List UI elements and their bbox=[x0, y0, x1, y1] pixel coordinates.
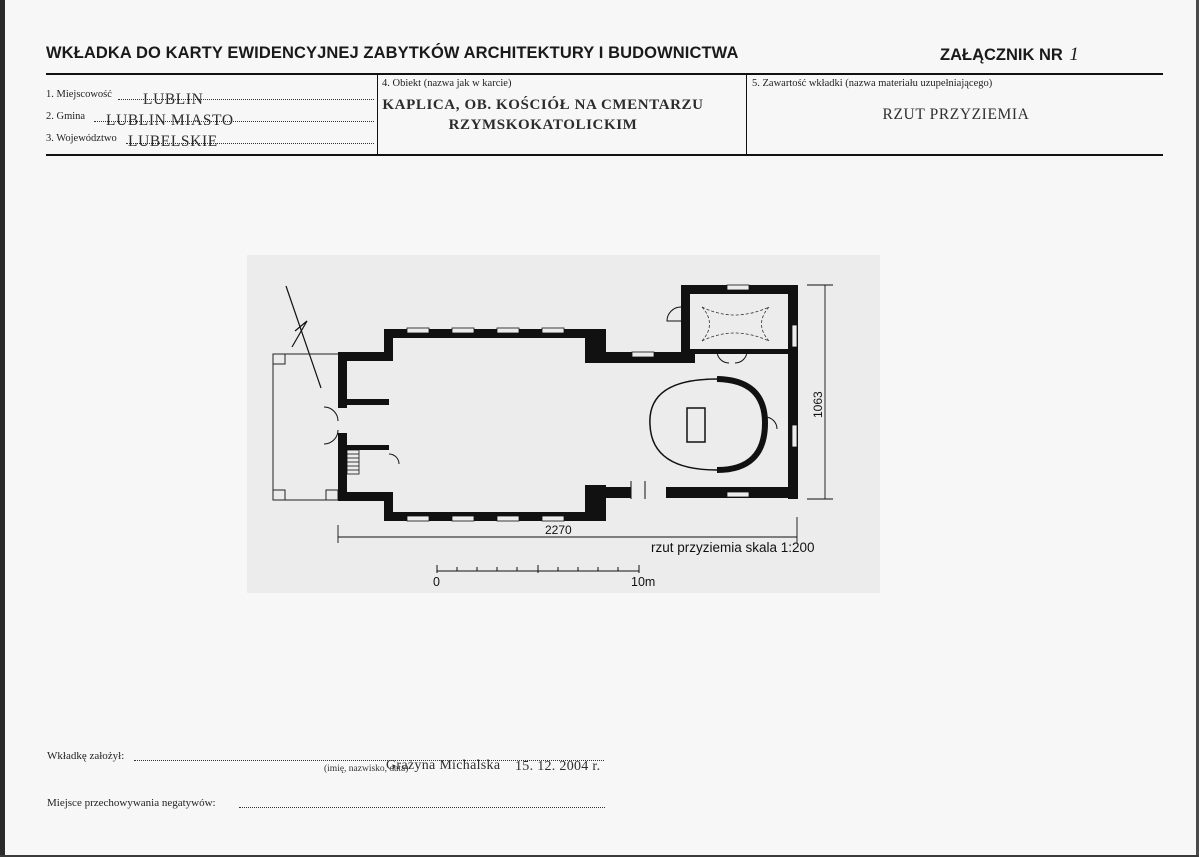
voivodeship-value: LUBELSKIE bbox=[128, 133, 218, 150]
form-title: WKŁADKA DO KARTY EWIDENCYJNEJ ZABYTKÓW ARCHITEKTURY I BUDOWNICTWA bbox=[46, 44, 739, 62]
contents-label: 5. Zawartość wkładki (nazwa materiału uzupełniającego) bbox=[752, 78, 993, 89]
scale-bar bbox=[437, 565, 639, 573]
scan-edge-left bbox=[0, 0, 5, 857]
plan-caption: rzut przyziemia skala 1:200 bbox=[651, 540, 815, 555]
north-arrow bbox=[286, 286, 321, 388]
staircase bbox=[347, 450, 359, 474]
tower-vault bbox=[702, 307, 769, 341]
attachment-label-text: ZAŁĄCZNIK NR bbox=[940, 46, 1063, 64]
author-name: Grażyna Michalska bbox=[386, 758, 501, 773]
attachment-number: 1 bbox=[1069, 44, 1079, 65]
floor-plan-drawing bbox=[247, 255, 880, 593]
town-label: 1. Miejscowość bbox=[46, 89, 112, 100]
commune-value: LUBLIN MIASTO bbox=[106, 112, 234, 129]
created-by-label: Wkładkę założył: bbox=[47, 750, 125, 762]
rule-divider-1 bbox=[377, 75, 378, 154]
negatives-dotline bbox=[239, 807, 605, 808]
apse-room bbox=[650, 379, 765, 470]
walls bbox=[338, 285, 798, 521]
town-value: LUBLIN bbox=[143, 91, 204, 108]
object-name-line1: KAPLICA, OB. KOŚCIÓŁ NA CMENTARZU bbox=[382, 97, 704, 113]
commune-label: 2. Gmina bbox=[46, 111, 86, 122]
attachment-label bbox=[940, 44, 1079, 66]
object-label: 4. Obiekt (nazwa jak w karcie) bbox=[382, 78, 512, 89]
porch-outline bbox=[273, 354, 338, 500]
created-date: 15. 12. 2004 r. bbox=[515, 759, 601, 774]
voivodeship-label: 3. Województwo bbox=[46, 133, 117, 144]
rule-divider-2 bbox=[746, 75, 747, 154]
dimension-depth: 1063 bbox=[811, 391, 825, 418]
dimension-width: 2270 bbox=[545, 523, 572, 537]
contents-value: RZUT PRZYZIEMIA bbox=[882, 106, 1030, 123]
rule-bottom bbox=[46, 154, 1163, 156]
scale-start: 0 bbox=[433, 575, 440, 589]
negatives-label: Miejsce przechowywania negatywów: bbox=[47, 797, 216, 809]
rule-top bbox=[46, 73, 1163, 75]
floor-plan-svg bbox=[247, 255, 880, 593]
name-hint: (imię, nazwisko, data) bbox=[324, 764, 409, 774]
scale-end: 10m bbox=[631, 575, 656, 589]
object-name-line2: RZYMSKOKATOLICKIM bbox=[448, 117, 638, 133]
